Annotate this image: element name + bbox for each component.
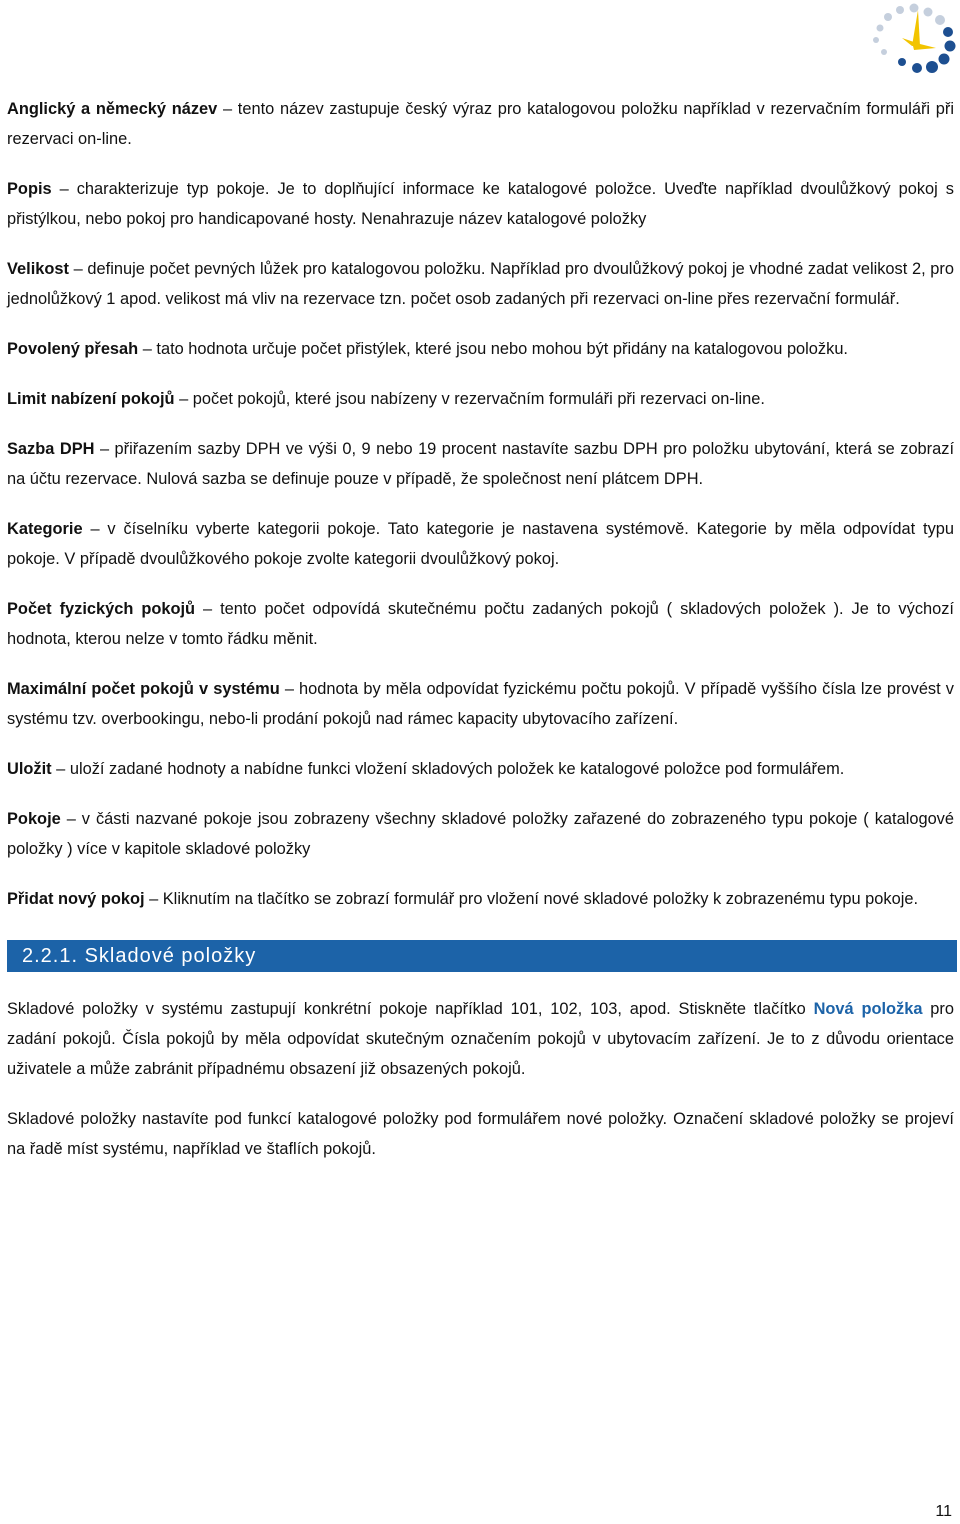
- definition-term: Pokoje: [7, 810, 61, 828]
- definition-term: Počet fyzických pokojů: [7, 600, 196, 618]
- section-paragraph: [7, 994, 954, 1084]
- definition-term: Povolený přesah: [7, 340, 139, 358]
- definition-term: Sazba DPH: [7, 440, 95, 458]
- section-heading: 2.2.1. Skladové položky: [7, 940, 957, 972]
- definition-paragraph: [7, 884, 954, 914]
- definition-text: – tato hodnota určuje počet přistýlek, které jsou nebo mohou být přidány na katalogovou položku.: [138, 340, 848, 358]
- definition-term: Maximální počet pokojů v systému: [7, 680, 280, 698]
- definition-text: – uloží zadané hodnoty a nabídne funkci vložení skladových položek ke katalogové položce pod formulářem.: [51, 760, 845, 778]
- definition-paragraph: [7, 594, 954, 654]
- definition-paragraph: [7, 334, 954, 364]
- definition-term: Přidat nový pokoj: [7, 890, 145, 908]
- definition-text: – přiřazením sazby DPH ve výši 0, 9 nebo 19 procent nastavíte sazbu DPH pro položku ubytování, která se zobrazí na účtu rezervace. Nulová sazba se definuje pouze v případě, že společnost není plátcem DPH.: [7, 440, 955, 488]
- definition-text: – tento počet odpovídá skutečnému počtu zadaných pokojů ( skladových položek ). Je to výchozí hodnota, kterou nelze v tomto řádku měnit.: [7, 600, 954, 648]
- section-text: Skladové položky v systému zastupují konkrétní pokoje například 101, 102, 103, apod. Stiskněte tlačítko: [7, 1000, 814, 1018]
- definition-term: Uložit: [7, 760, 52, 778]
- definition-paragraph: [7, 174, 954, 234]
- definition-paragraph: [7, 254, 954, 314]
- definition-text: – hodnota by měla odpovídat fyzickému počtu pokojů. V případě vyššího čísla lze provést v systému tzv. overbookingu, nebo-li prodání pokojů nad rámec kapacity ubytovacího zařízení.: [7, 680, 954, 728]
- definition-text: – charakterizuje typ pokoje. Je to doplňující informace ke katalogové položce. Uveďte například dvoulůžkový pokoj s přistýlkou, nebo pokoj pro handicapované hosty. Nenahrazuje název katalogové položky: [7, 180, 954, 228]
- definition-text: – tento název zastupuje český výraz pro katalogovou položku například v rezervačním formuláři při rezervaci on-line.: [7, 100, 954, 148]
- definition-paragraph: [7, 384, 954, 414]
- definition-term: Velikost: [7, 260, 69, 278]
- definition-paragraph: [7, 804, 954, 864]
- definition-term: Kategorie: [7, 520, 83, 538]
- definition-term: Popis: [7, 180, 52, 198]
- definition-paragraph: [7, 434, 954, 494]
- clock-dots-logo-icon: [862, 2, 958, 74]
- definition-text: – v části nazvané pokoje jsou zobrazeny všechny skladové položky zařazené do zobrazeného typu pokoje ( katalogové položky ) více v kapitole skladové položky: [7, 810, 954, 858]
- definition-paragraph: [7, 754, 954, 784]
- definition-text: – Kliknutím na tlačítko se zobrazí formulář pro vložení nové skladové položky k zobrazenému typu pokoje.: [144, 890, 919, 908]
- document-body: [7, 94, 954, 1184]
- definition-paragraph: [7, 674, 954, 734]
- definition-term: Limit nabízení pokojů: [7, 390, 175, 408]
- section-text: pro zadání pokojů. Čísla pokojů by měla odpovídat skutečným označením pokojů v ubytovacím zařízení. Je to z důvodu orientace uživatele a může zabránit případnému obsazení již obsazených pokojů.: [7, 1000, 954, 1078]
- definition-paragraph: [7, 94, 954, 154]
- definition-text: – počet pokojů, které jsou nabízeny v rezervačním formuláři při rezervaci on-line.: [174, 390, 765, 408]
- definition-text: – v číselníku vyberte kategorii pokoje. Tato kategorie je nastavena systémově. Kategorie by měla odpovídat typu pokoje. V případě dvoulůžkového pokoje zvolte kategorii dvoulůžkový pokoj.: [7, 520, 954, 568]
- new-item-button-reference: Nová položka: [813, 1000, 923, 1018]
- definition-paragraph: [7, 514, 954, 574]
- definition-term: Anglický a německý název: [7, 100, 218, 118]
- definition-text: – definuje počet pevných lůžek pro katalogovou položku. Například pro dvoulůžkový pokoj je vhodné zadat velikost 2, pro jednolůžkový 1 apod. velikost má vliv na rezervace tzn. počet osob zadaných při rezervaci on-line přes rezervační formulář.: [7, 260, 954, 308]
- section-paragraph: Skladové položky nastavíte pod funkcí katalogové položky pod formulářem nové položky. Označení skladové položky se projeví na řadě míst systému, například ve štaflích pokojů.: [7, 1110, 954, 1158]
- page-number: 11: [935, 1503, 952, 1520]
